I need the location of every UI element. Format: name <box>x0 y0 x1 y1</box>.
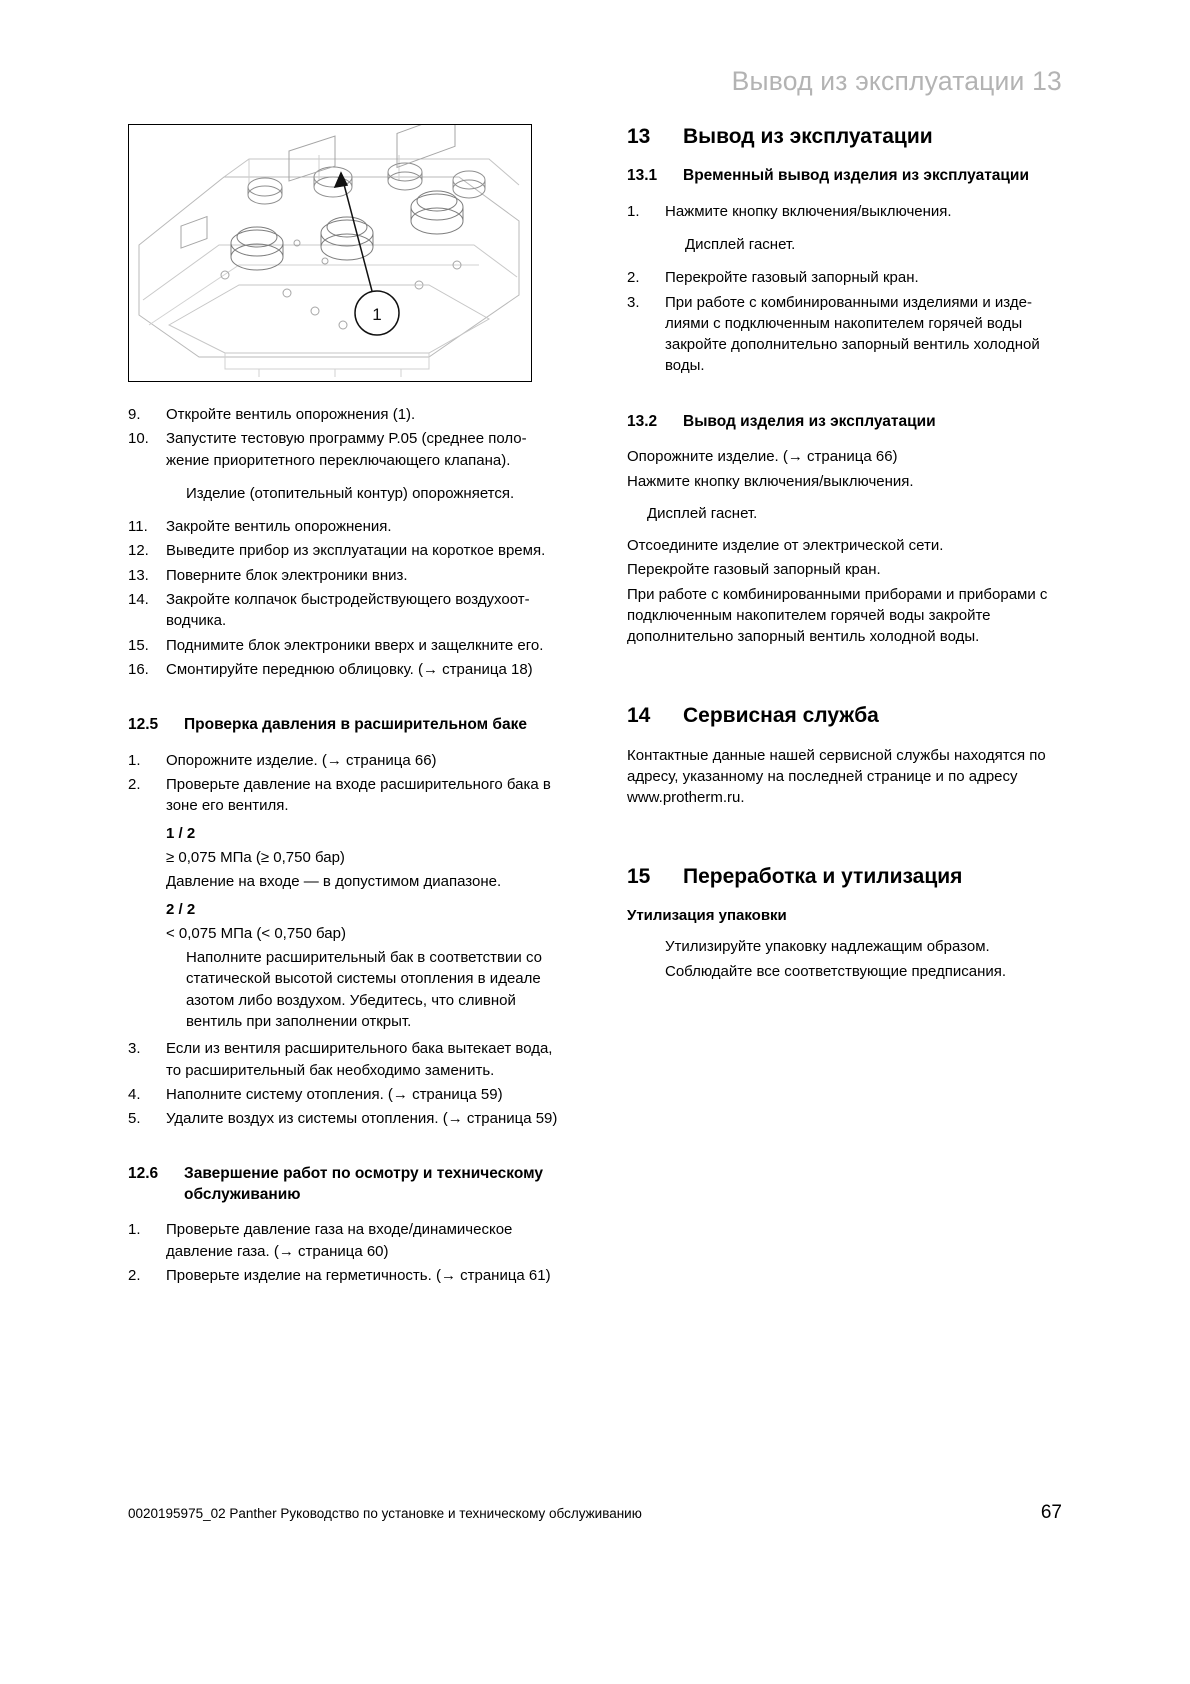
heading-title: Переработка и утилизация <box>683 864 963 888</box>
list-item <box>627 201 1062 222</box>
boiler-illustration <box>129 125 531 381</box>
steps-continued-list <box>128 404 563 471</box>
list-item <box>128 1108 563 1129</box>
heading-number: 13.1 <box>627 167 658 185</box>
steps-continued-list-2 <box>128 516 563 680</box>
list-item-number: 2. <box>128 776 141 794</box>
list-item <box>128 635 563 656</box>
list-item-text: Запустите тестовую программу P.05 (среднее положение приоритетного переключающего клапана). <box>166 430 527 469</box>
list-item <box>128 774 563 817</box>
heading-14 <box>627 703 1062 729</box>
heading-13-2 <box>627 412 1062 432</box>
step-result: Дисплей гаснет. <box>685 236 796 253</box>
list-item-text: При работе с комбинированными изделиями и изделиями с подключенным накопителем горячей воды закройте дополнительно запорный вентиль холодной воды. <box>665 293 1040 375</box>
left-column <box>128 124 563 1289</box>
list-item-text: Выведите прибор из эксплуатации на короткое время. <box>166 542 546 560</box>
list-item-number: 1. <box>128 1221 141 1239</box>
list-item-text: Наполните систему отопления. (→ страница 59) <box>166 1085 503 1103</box>
heading-number: 12.5 <box>128 716 159 734</box>
list-item-text: Поднимите блок электроники вверх и защелкните его. <box>166 636 544 654</box>
section-13-1-steps <box>627 201 1062 222</box>
heading-number: 12.6 <box>128 1165 159 1183</box>
list-item-text: Закройте вентиль опорожнения. <box>166 518 392 536</box>
section-12-5-steps <box>128 750 563 817</box>
section-13-1-steps-after <box>627 267 1062 376</box>
list-item-number: 13. <box>128 566 149 584</box>
section-12-5-steps-after <box>128 1038 563 1129</box>
list-item-number: 2. <box>627 269 640 287</box>
list-item <box>128 428 563 471</box>
list-item-number: 3. <box>627 293 640 311</box>
list-item-text: Удалите воздух из системы отопления. (→ страница 59) <box>166 1110 558 1128</box>
figure-callout-label: 1 <box>372 305 382 324</box>
list-item <box>128 1084 563 1105</box>
list-item <box>128 404 563 425</box>
heading-number: 13 <box>627 125 651 148</box>
heading-title: Проверка давления в расширительном баке <box>184 716 528 734</box>
heading-title: Завершение работ по осмотру и техническому обслуживанию <box>184 1165 543 1203</box>
heading-number: 14 <box>627 703 651 727</box>
list-item-text: Если из вентиля расширительного бака вытекает вода, то расширительный бак необходимо заменить. <box>166 1040 553 1079</box>
list-item <box>128 1265 563 1286</box>
list-item <box>627 267 1062 288</box>
section-13-2-line: При работе с комбинированными приборами и приборами с подключенным накопителем горячей воды закройте дополнительно запорный вентиль холодной воды. <box>627 585 1048 646</box>
section-14-body: Контактные данные нашей сервисной службы находятся по адресу, указанному на последней странице и по адресу www.protherm.ru. <box>627 746 1046 807</box>
case-2-value: < 0,075 МПа (< 0,750 бар) <box>166 924 346 942</box>
subheading-packaging-disposal: Утилизация упаковки <box>627 907 787 924</box>
figure-callout <box>335 173 399 335</box>
list-item <box>128 1219 563 1262</box>
case-2-text: Наполните расширительный бак в соответствии со статической высотой системы отопления в идеале азотом либо воздухом. Убедитесь, что сливной вентиль при заполнении открыт. <box>186 949 542 1030</box>
list-item <box>128 589 563 632</box>
section-12-6-steps <box>128 1219 563 1286</box>
list-item-text: Проверьте давление на входе расширительного бака в зоне его вентиля. <box>166 776 551 815</box>
list-item-text: Проверьте давление газа на входе/динамическое давление газа. (→ страница 60) <box>166 1221 513 1260</box>
list-item <box>128 565 563 586</box>
boiler-figure <box>128 124 532 382</box>
right-column <box>627 124 1062 985</box>
step-result: Изделие (отопительный контур) опорожняется. <box>186 484 515 502</box>
list-item-number: 5. <box>128 1110 141 1128</box>
heading-13-1 <box>627 166 1062 186</box>
case-1-text: Давление на входе — в допустимом диапазоне. <box>166 873 502 891</box>
footer-document-id: 0020195975_02 Panther Руководство по установке и техническому обслуживанию <box>128 1506 642 1521</box>
list-item-text: Перекройте газовый запорный кран. <box>665 269 919 287</box>
list-item-number: 1. <box>627 202 640 220</box>
heading-15 <box>627 864 1062 890</box>
footer-page-number: 67 <box>1040 1502 1062 1523</box>
section-15-line: Соблюдайте все соответствующие предписания. <box>665 962 1007 980</box>
list-item-text: Откройте вентиль опорожнения (1). <box>166 406 416 423</box>
section-13-2-line: Перекройте газовый запорный кран. <box>627 561 881 579</box>
running-header: Вывод из эксплуатации 13 <box>731 66 1062 96</box>
case-1-label: 1 / 2 <box>166 824 196 842</box>
list-item-text: Нажмите кнопку включения/выключения. <box>665 202 952 220</box>
list-item-text: Проверьте изделие на герметичность. (→ страница 61) <box>166 1266 551 1284</box>
page-columns <box>128 124 1062 1289</box>
section-13-2-line: Нажмите кнопку включения/выключения. <box>627 472 914 490</box>
list-item-text: Опорожните изделие. (→ страница 66) <box>166 751 437 769</box>
list-item-number: 10. <box>128 430 149 448</box>
heading-number: 13.2 <box>627 412 658 430</box>
list-item-number: 1. <box>128 751 141 769</box>
page-footer <box>128 1502 1062 1524</box>
heading-title: Вывод изделия из эксплуатации <box>683 412 936 430</box>
list-item <box>128 659 563 680</box>
case-1-value: ≥ 0,075 МПа (≥ 0,750 бар) <box>166 848 345 866</box>
list-item-text: Закройте колпачок быстродействующего воздухоотводчика. <box>166 591 530 630</box>
list-item-text: Смонтируйте переднюю облицовку. (→ страница 18) <box>166 660 533 678</box>
heading-12-6 <box>128 1164 563 1205</box>
heading-title: Вывод из эксплуатации <box>683 125 933 148</box>
list-item <box>128 516 563 537</box>
heading-13 <box>627 124 1062 150</box>
heading-title: Временный вывод изделия из эксплуатации <box>683 167 1029 185</box>
list-item-number: 9. <box>128 406 141 423</box>
heading-title: Сервисная служба <box>683 703 879 727</box>
list-item-text: Поверните блок электроники вниз. <box>166 566 408 584</box>
list-item-number: 12. <box>128 542 149 560</box>
list-item-number: 14. <box>128 591 149 609</box>
list-item-number: 3. <box>128 1040 141 1058</box>
section-13-2-line: Опорожните изделие. (→ страница 66) <box>627 448 898 466</box>
section-13-2-line: Отсоедините изделие от электрической сети. <box>627 537 944 555</box>
list-item-number: 15. <box>128 636 149 654</box>
heading-number: 15 <box>627 864 651 888</box>
list-item-number: 11. <box>128 518 148 536</box>
list-item-number: 16. <box>128 660 149 678</box>
list-item <box>128 750 563 771</box>
list-item-number: 2. <box>128 1266 141 1284</box>
section-15-line: Утилизируйте упаковку надлежащим образом. <box>665 938 990 956</box>
list-item <box>128 1038 563 1081</box>
heading-12-5 <box>128 715 563 735</box>
list-item <box>128 540 563 561</box>
case-2-label: 2 / 2 <box>166 900 196 918</box>
step-result: Дисплей гаснет. <box>647 504 758 522</box>
list-item <box>627 292 1062 377</box>
list-item-number: 4. <box>128 1085 141 1103</box>
